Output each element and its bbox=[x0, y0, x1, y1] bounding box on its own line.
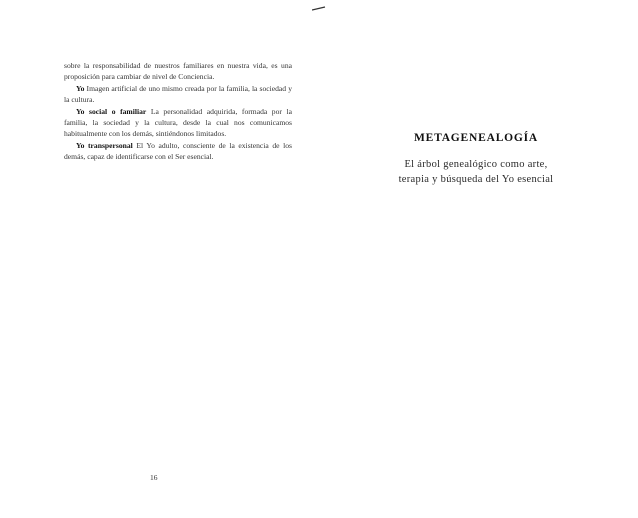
scan-mark bbox=[312, 6, 326, 11]
definition-yo-transpersonal-text: El Yo adulto, consciente de la existencia de los demás, capaz de identificarse con el Ser esencial. bbox=[64, 140, 292, 162]
definition-yo-transpersonal bbox=[64, 140, 292, 163]
book-title: METAGENEALOGÍA bbox=[413, 132, 539, 144]
right-page-title-block bbox=[346, 132, 606, 187]
continuation-paragraph: sobre la responsabilidad de nuestros familiares en nuestra vida, es una proposición para cambiar de nivel de Conciencia. bbox=[64, 61, 292, 82]
definition-yo bbox=[64, 83, 292, 106]
definition-yo-text: Imagen artificial de uno mismo creada por la familia, la sociedad y la cultura. bbox=[64, 83, 292, 105]
term-yo: Yo bbox=[76, 83, 85, 93]
subtitle-line-1: El árbol genealógico como arte, bbox=[404, 159, 548, 170]
term-yo-transpersonal: Yo transpersonal bbox=[76, 140, 133, 150]
book-subtitle bbox=[346, 157, 606, 187]
definition-yo-social bbox=[64, 106, 292, 140]
definition-yo-social-text: La personalidad adquirida, formada por la familia, la sociedad y la cultura, desde la cual nos comunicamos habitualmente con los demás, sintiéndonos limitados. bbox=[64, 106, 292, 139]
term-yo-social: Yo social o familiar bbox=[76, 106, 147, 116]
subtitle-line-2: terapia y búsqueda del Yo esencial bbox=[398, 174, 554, 185]
left-page-text bbox=[64, 60, 292, 163]
page-number: 16 bbox=[150, 473, 158, 482]
